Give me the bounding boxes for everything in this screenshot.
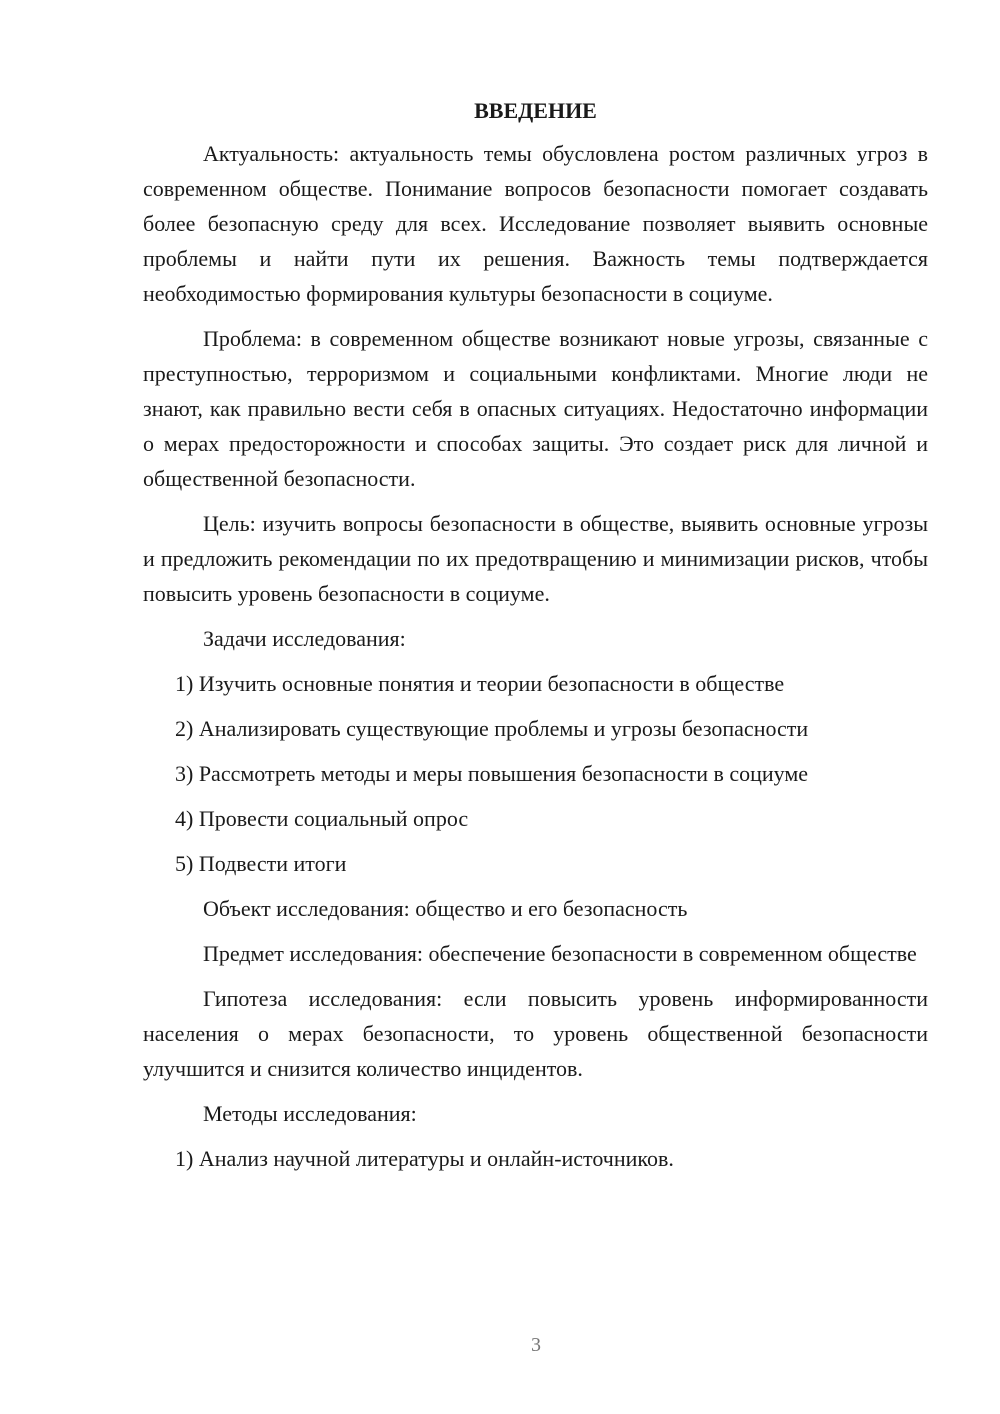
document-page — [143, 96, 928, 1186]
hypothesis-paragraph: Гипотеза исследования: если повысить уровень информированности населения о мерах безопасности, то уровень общественной безопасности улучшится и снизится количество инцидентов. — [143, 986, 928, 1081]
methods-list — [143, 1141, 928, 1176]
methods-heading: Методы исследования: — [203, 1101, 417, 1126]
section-title: ВВЕДЕНИЕ — [474, 98, 597, 123]
task-item-2: 2) Анализировать существующие проблемы и угрозы безопасности — [175, 716, 809, 741]
task-item-1: 1) Изучить основные понятия и теории безопасности в обществе — [175, 671, 785, 696]
problem-paragraph: Проблема: в современном обществе возникают новые угрозы, связанные с преступностью, терроризмом и социальными конфликтами. Многие люди не знают, как правильно вести себя в опасных ситуациях. Недостаточно информации о мерах предосторожности и способах защиты. Это создает риск для личной и общественной безопасности. — [143, 326, 928, 491]
goal-paragraph: Цель: изучить вопросы безопасности в обществе, выявить основные угрозы и предложить рекомендации по их предотвращению и минимизации рисков, чтобы повысить уровень безопасности в социуме. — [143, 511, 928, 606]
task-item-5: 5) Подвести итоги — [175, 851, 347, 876]
tasks-list — [143, 666, 928, 881]
relevance-paragraph: Актуальность: актуальность темы обусловлена ростом различных угроз в современном обществе. Понимание вопросов безопасности помогает создавать более безопасную среду для всех. Исследование позволяет выявить основные проблемы и найти пути их решения. Важность темы подтверждается необходимостью формирования культуры безопасности в социуме. — [143, 141, 928, 306]
subject-paragraph: Предмет исследования: обеспечение безопасности в современном обществе — [203, 941, 917, 966]
object-paragraph: Объект исследования: общество и его безопасность — [203, 896, 688, 921]
method-item-1: 1) Анализ научной литературы и онлайн-источников. — [175, 1146, 674, 1171]
task-item-3: 3) Рассмотреть методы и меры повышения безопасности в социуме — [175, 761, 809, 786]
task-item-4: 4) Провести социальный опрос — [175, 806, 469, 831]
tasks-heading: Задачи исследования: — [203, 626, 406, 651]
page-number: 3 — [531, 1334, 541, 1356]
